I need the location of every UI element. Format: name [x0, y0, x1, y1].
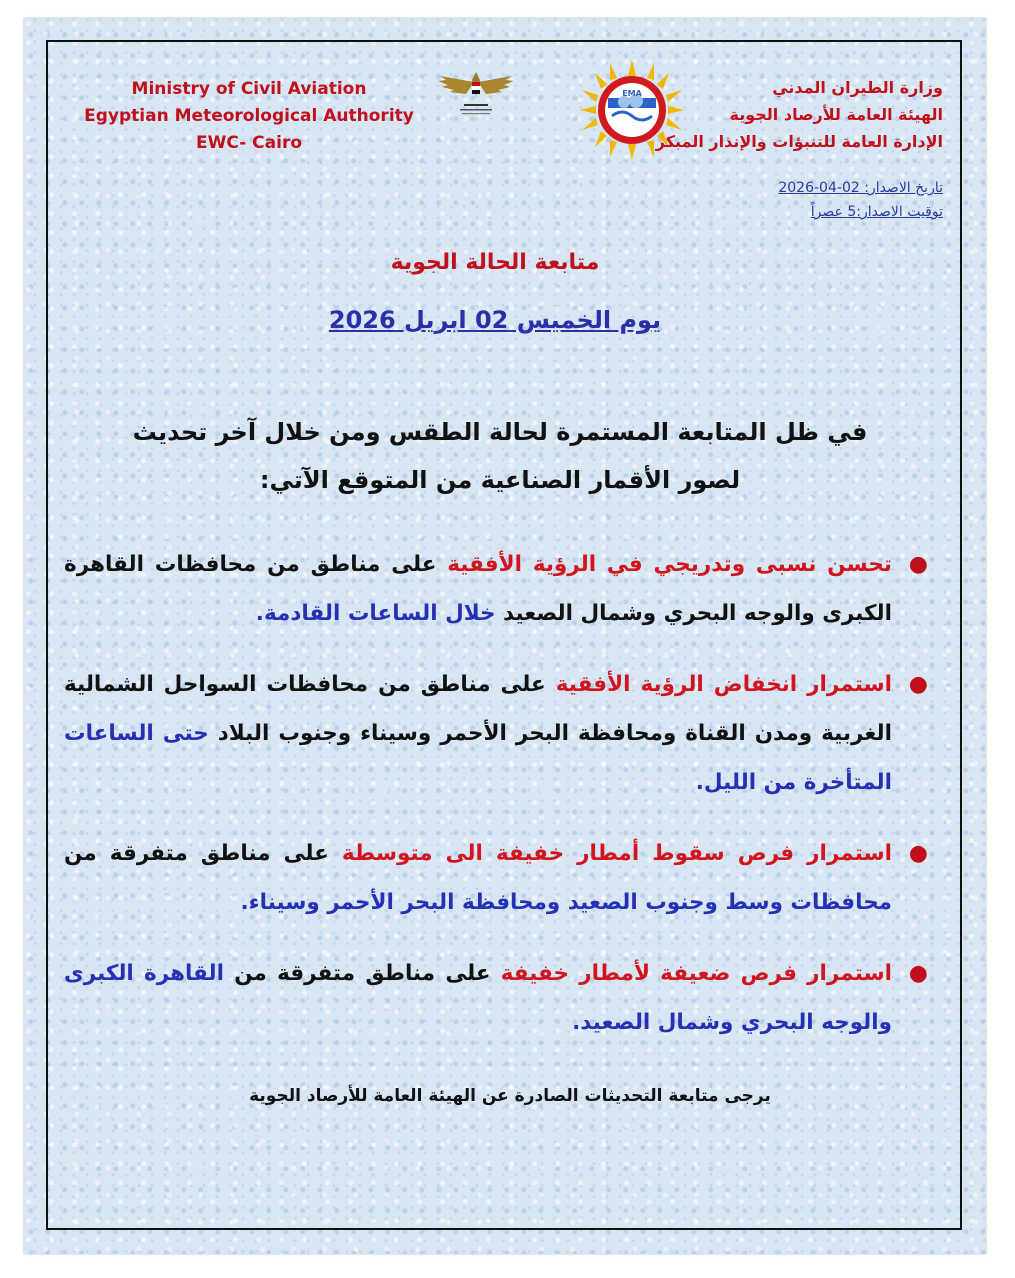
issue-date: تاريخ الاصدار: 02-04-2026 — [778, 180, 943, 196]
forecast-highlight: استمرار فرص سقوط أمطار خفيفة الى متوسطة — [341, 841, 892, 866]
intro-line-1: في ظل المتابعة المستمرة لحالة الطقس ومن خلال آخر تحديث — [132, 418, 868, 446]
forecast-item — [64, 829, 946, 927]
forecast-highlight: استمرار فرص ضعيفة لأمطار خفيفة — [500, 961, 892, 986]
bullet-icon: ● — [908, 841, 928, 866]
forecast-text: على مناطق متفرقة من — [64, 841, 342, 866]
ministry-name-ar: وزارة الطيران المدني — [772, 78, 943, 97]
forecast-item — [64, 660, 946, 807]
forecast-list — [64, 540, 946, 1069]
document-title: متابعة الحالة الجوية — [390, 250, 600, 275]
forecast-regions: القاهرة الكبرى والوجه البحري وشمال الصعيد. — [64, 961, 892, 1035]
authority-name-en: Egyptian Meteorological Authority — [84, 106, 414, 126]
center-name-en: EWC- Cairo — [195, 133, 303, 153]
directorate-name-ar: الإدارة العامة للتنبؤات والإنذار المبكر — [655, 132, 943, 151]
bullet-icon: ● — [908, 961, 928, 986]
forecast-highlight: استمرار انخفاض الرؤية الأفقية — [555, 672, 892, 697]
forecast-text: على مناطق من محافظات القاهرة الكبرى والوجه البحري وشمال الصعيد — [64, 552, 892, 626]
intro-line-2: لصور الأقمار الصناعية من المتوقع الآتي: — [259, 466, 741, 494]
english-header — [84, 76, 414, 157]
forecast-item — [64, 540, 946, 638]
forecast-timing: خلال الساعات القادمة. — [255, 601, 496, 626]
issue-info — [623, 176, 943, 224]
forecast-text: على مناطق من محافظات السواحل الشمالية الغربية ومدن القناة ومحافظة البحر الأحمر وسيناء وجنوب البلاد — [64, 672, 892, 746]
forecast-date: يوم الخميس 02 ابريل 2026 — [328, 306, 662, 334]
authority-name-ar: الهيئة العامة للأرصاد الجوية — [729, 105, 943, 124]
footer-note: يرجى متابعة التحديثات الصادرة عن الهيئة العامة للأرصاد الجوية — [249, 1086, 771, 1106]
ministry-name-en: Ministry of Civil Aviation — [131, 79, 367, 99]
forecast-timing: حتى الساعات المتأخرة من الليل. — [64, 721, 892, 795]
civil-aviation-emblem-icon — [436, 66, 516, 122]
bullet-icon: ● — [908, 672, 928, 697]
forecast-text: على مناطق متفرقة من — [223, 961, 501, 986]
esma-letters: EMA — [622, 89, 642, 98]
bullet-icon: ● — [908, 552, 928, 577]
forecast-highlight: تحسن نسبى وتدريجي في الرؤية الأفقية — [447, 552, 893, 577]
forecast-regions: محافظات وسط وجنوب الصعيد ومحافظة البحر الأحمر وسيناء. — [240, 890, 892, 915]
issue-time: توقيت الاصدار:5 عصراً — [810, 204, 943, 220]
forecast-item — [64, 949, 946, 1047]
arabic-header — [643, 74, 943, 155]
intro-paragraph — [110, 408, 890, 504]
